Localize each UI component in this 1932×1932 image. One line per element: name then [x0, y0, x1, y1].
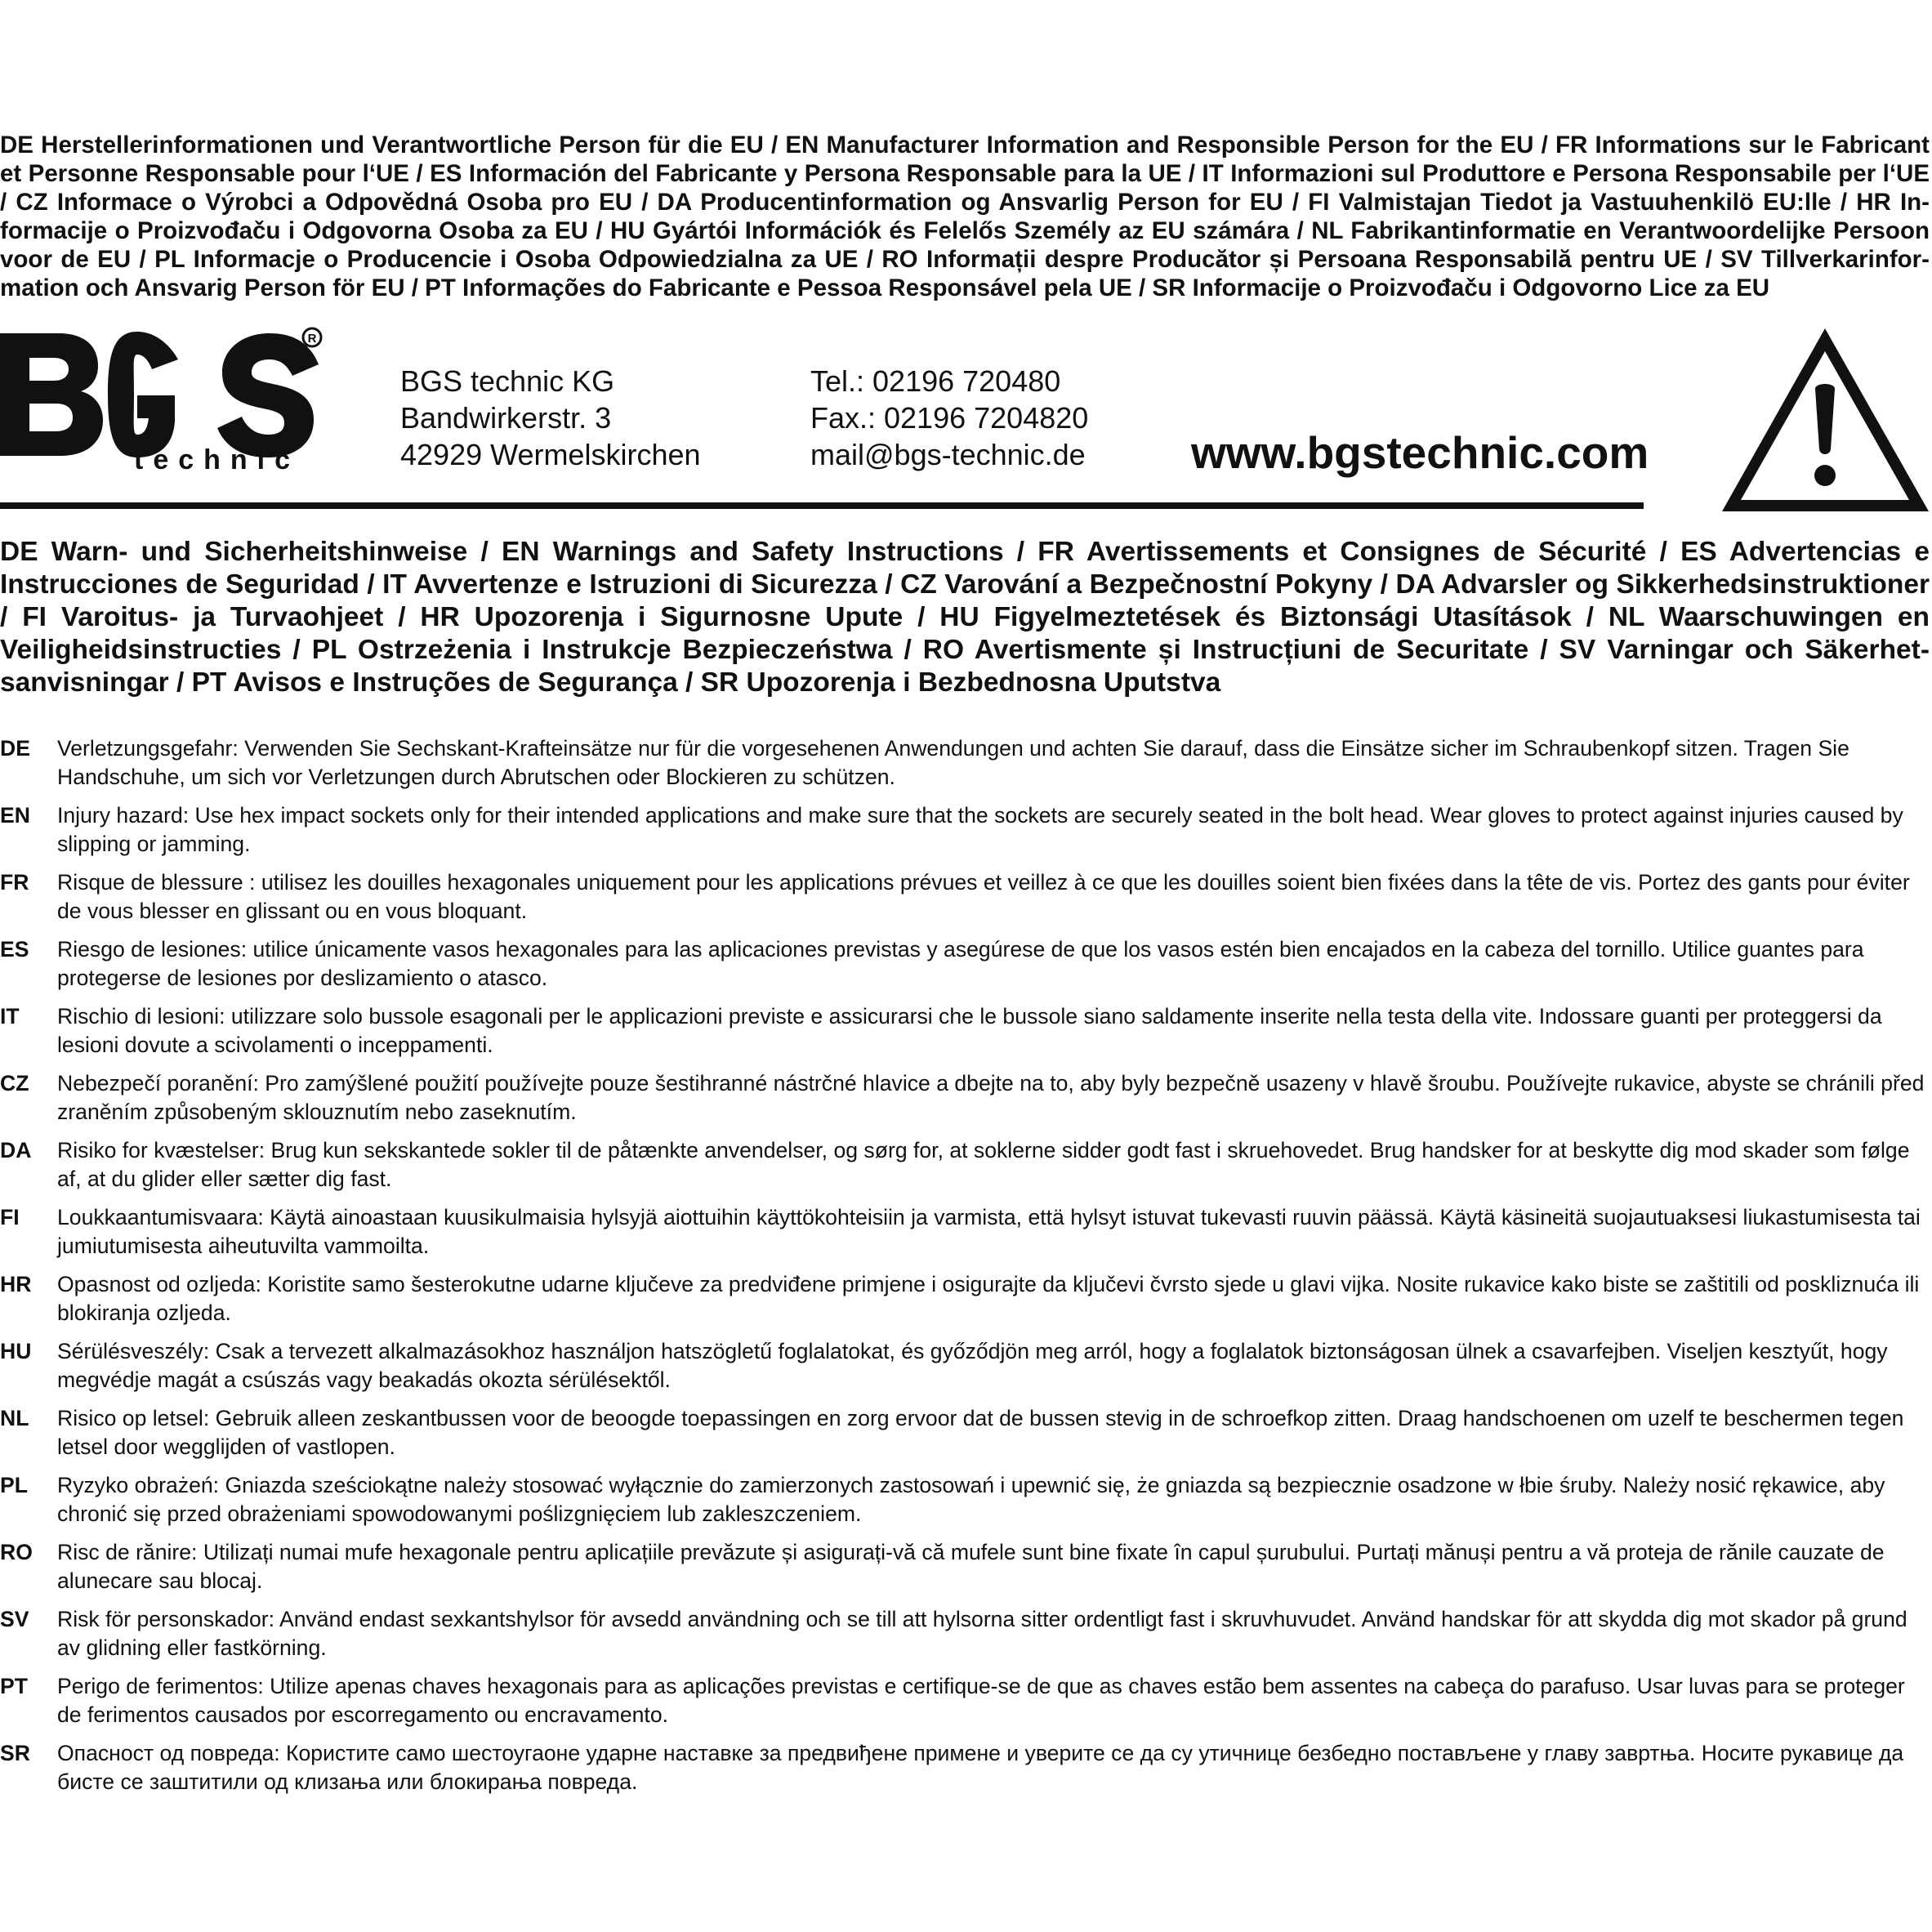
instruction-item: [0, 1002, 1930, 1069]
logo-technic-text: technic: [134, 444, 301, 472]
company-city: 42929 Wermelskirchen: [400, 438, 701, 471]
language-code: CZ: [0, 1071, 29, 1095]
instruction-item: [0, 868, 1930, 935]
language-code: FR: [0, 870, 29, 895]
instruction-item: [0, 1270, 1930, 1337]
logo-letter-b: [0, 333, 103, 456]
instruction-text: Nebezpečí poranění: Pro zamýšlené použití používejte pouze šestihranné nástrčné hlavice a dbejte na to, aby byly bezpečně usazeny v hlavě šroubu. Používejte rukavice, abyste se chránili před zraněním způsobeným sklouznutím nebo zaseknutím.: [57, 1071, 1925, 1124]
logo-letter-g: [108, 332, 178, 457]
instruction-text: Risk för personskador: Använd endast sexkantshylsor för avsedd användning och se till att hylsorna sitter ordentligt fast i skruvhuvudet. Använd handskar för att skydda dig mot skador på grund av glidning eller fastkörning.: [57, 1607, 1907, 1660]
instruction-item: [0, 1404, 1930, 1471]
bgs-logo: [0, 325, 327, 472]
language-code: DA: [0, 1138, 32, 1162]
instruction-text: Injury hazard: Use hex impact sockets only for their intended applications and make sure that the sockets are securely seated in the bolt head. Wear gloves to protect against injuries caused by slipping or jamming.: [57, 803, 1903, 856]
contact-tel: Tel.: 02196 720480: [810, 364, 1061, 398]
instruction-text: Sérülésveszély: Csak a tervezett alkalmazásokhoz használjon hatszögletű foglalatokat, és győződjön meg arról, hogy a foglalatok biztonságosan ülnek a csavarfejben. Viseljen kesztyűt, hogy megvédje magát a csúszás vagy beakadás okozta sérülésektől.: [57, 1339, 1888, 1392]
instruction-item: [0, 1672, 1930, 1739]
language-code: IT: [0, 1004, 20, 1028]
website-url: www.bgstechnic.com: [1191, 427, 1649, 478]
safety-heading: DE Warn- und Sicherheitshinweise / EN Warnings and Safety Instructions / FR Avertissements et Consignes de Sécurité / ES Advertencias e Instrucciones de Seguridad / IT Avvertenze e Istruzioni di Sicurezza / CZ Varování a Bezpečnostní Pokyny / DA Advarsler og Sikkerhedsinstruktioner / FI Varoitus- ja Turvaohjeet / HR Upozorenja i Sigurnosne Upute / HU Figyelmeztetések és Biztonsági Utasítások / NL Waarschuwingen en Veiligheidsinstructies / PL Ostrzeżenia i Instrukcje Bezpieczeństwa / RO Avertismente și Instrucțiuni de Securitate / SV Varningar och Säkerhetsanvisningar / PT Avisos e Instruções de Segurança / SR Upozorenja i Bezbednosna Uputstva: [0, 537, 1930, 698]
instruction-item: [0, 1605, 1930, 1672]
instruction-text: Riesgo de lesiones: utilice únicamente vasos hexagonales para las aplicaciones previstas y asegúrese de que los vasos estén bien encajados en la cabeza del tornillo. Utilice guantes para protegerse de lesiones por deslizamiento o atasco.: [57, 937, 1864, 990]
language-code: FI: [0, 1205, 20, 1229]
language-code: EN: [0, 803, 30, 828]
instruction-text: Risico op letsel: Gebruik alleen zeskantbussen voor de beoogde toepassingen en zorg ervoor dat de bussen stevig in de schroefkop zitten. Draag handschoenen om uzelf te beschermen tegen letsel door wegglijden of vastlopen.: [57, 1406, 1904, 1459]
language-code: PL: [0, 1473, 28, 1497]
language-code: SR: [0, 1741, 30, 1765]
instruction-item: [0, 1136, 1930, 1203]
instruction-item: [0, 734, 1930, 801]
instruction-item: [0, 1471, 1930, 1538]
instruction-text: Опасност од повреда: Користите само шестоугаоне ударне наставке за предвиђене примене и уверите се да су утичнице безбедно постављене у главу завртња. Носите рукавице да бисте се заштитили од клизања или блокирања повреда.: [57, 1741, 1904, 1794]
instruction-text: Rischio di lesioni: utilizzare solo bussole esagonali per le applicazioni previste e assicurarsi che le bussole siano saldamente inserite nella testa della vite. Indossare guanti per proteggersi da lesioni dovute a scivolamenti o inceppamenti.: [57, 1004, 1882, 1057]
warning-triangle-icon: [1719, 325, 1932, 515]
instruction-text: Risc de rănire: Utilizați numai mufe hexagonale pentru aplicațiile prevăzute și asigurați-vă că mufele sunt bine fixate în capul șurubului. Purtați mănuși pentru a vă proteja de rănile cauzate de alunecare sau blocaj.: [57, 1540, 1885, 1593]
instruction-text: Risque de blessure : utilisez les douilles hexagonales uniquement pour les applications prévues et veillez à ce que les douilles soient bien fixées dans la tête de vis. Portez des gants pour éviter de vous blesser en glissant ou en vous bloquant.: [57, 870, 1910, 923]
language-code: PT: [0, 1674, 28, 1698]
language-code: ES: [0, 937, 29, 962]
instruction-text: Risiko for kvæstelser: Brug kun sekskantede sokler til de påtænkte anvendelser, og sørg for, at soklerne sidder godt fast i skruehovedet. Brug handsker for at beskytte dig mod skader som følge af, at du glider eller sætter dig fast.: [57, 1138, 1910, 1191]
language-code: HU: [0, 1339, 32, 1363]
logo-letter-s: [217, 333, 319, 457]
instruction-text: Perigo de ferimentos: Utilize apenas chaves hexagonais para as aplicações previstas e certifique-se de que as chaves estão bem assentes na cabeça do parafuso. Usar luvas para se proteger de ferimentos causados por escorregamento ou encravamento.: [57, 1674, 1905, 1727]
company-street: Bandwirkerstr. 3: [400, 401, 612, 435]
instruction-item: [0, 1069, 1930, 1136]
instruction-item: [0, 1337, 1930, 1404]
instructions-list: [0, 734, 1930, 1806]
language-code: HR: [0, 1272, 32, 1296]
language-code: NL: [0, 1406, 29, 1430]
language-code: DE: [0, 736, 30, 761]
instruction-text: Loukkaantumisvaara: Käytä ainoastaan kuusikulmaisia hylsyjä aiottuihin käyttökohteisiin ja varmista, että hylsyt istuvat tukevasti ruuvin päässä. Käytä käsineitä suojautuaksesi liukastumisesta tai jumiutumisesta aiheutuvilta vammoilta.: [57, 1205, 1921, 1258]
language-code: RO: [0, 1540, 33, 1564]
company-name: BGS technic KG: [400, 364, 615, 398]
instruction-item: [0, 1739, 1930, 1806]
header-divider: [0, 502, 1644, 509]
language-code: SV: [0, 1607, 29, 1631]
instruction-item: [0, 1538, 1930, 1605]
instruction-item: [0, 935, 1930, 1002]
company-contact: [810, 363, 1088, 473]
logo-registered-mark: R: [307, 332, 317, 346]
contact-fax: Fax.: 02196 7204820: [810, 401, 1089, 435]
instruction-item: [0, 1203, 1930, 1270]
eu-manufacturer-heading: DE Herstellerinformationen und Verantwortliche Person für die EU / EN Manufacturer Information and Responsible Person for the EU / FR Informations sur le Fabricant et Personne Responsable pour l‘UE / ES Información del Fabricante y Persona Responsable para la UE / IT Informazioni sul Produttore e Persona Responsabile per l‘UE / CZ Informace o Výrobci a Odpovědná Osoba pro EU / DA Producentinformation og Ansvarlig Person for EU / FI Valmistajan Tiedot ja Vastuuhenkilö EU:lle / HR Informacije o Proizvođaču i Odgovorna Osoba za EU / HU Gyártói Információk és Felelős Személy az EU számára / NL Fabrikantinformatie en Verantwoordelijke Persoon voor de EU / PL Informacje o Producencie i Osoba Odpowiedzialna za UE / RO Informații despre Producător și Persoana Responsabilă pentru UE / SV Tillverkarinformation och Ansvarig Person för EU / PT Informações do Fabricante e Pessoa Responsável pela UE / SR Informacije o Proizvođaču i Odgovorno Lice za EU: [0, 132, 1930, 301]
instruction-text: Ryzyko obrażeń: Gniazda sześciokątne należy stosować wyłącznie do zamierzonych zastosowań i upewnić się, że gniazda są bezpiecznie osadzone w łbie śruby. Należy nosić rękawice, aby chronić się przed obrażeniami spowodowanymi poślizgnięciem lub zakleszczeniem.: [57, 1473, 1885, 1526]
company-address: [400, 363, 701, 473]
instruction-item: [0, 801, 1930, 868]
contact-mail: mail@bgs-technic.de: [810, 438, 1086, 471]
instruction-text: Verletzungsgefahr: Verwenden Sie Sechskant-Krafteinsätze nur für die vorgesehenen Anwendungen und achten Sie darauf, dass die Einsätze sicher im Schraubenkopf sitzen. Tragen Sie Handschuhe, um sich vor Verletzungen durch Abrutschen oder Blockieren zu schützen.: [57, 736, 1849, 789]
instruction-text: Opasnost od ozljeda: Koristite samo šesterokutne udarne ključeve za predviđene primjene i osigurajte da ključevi čvrsto sjede u glavi vijka. Nosite rukavice kako biste se zaštitili od poskliznuća ili blokiranja ozljeda.: [57, 1272, 1920, 1325]
